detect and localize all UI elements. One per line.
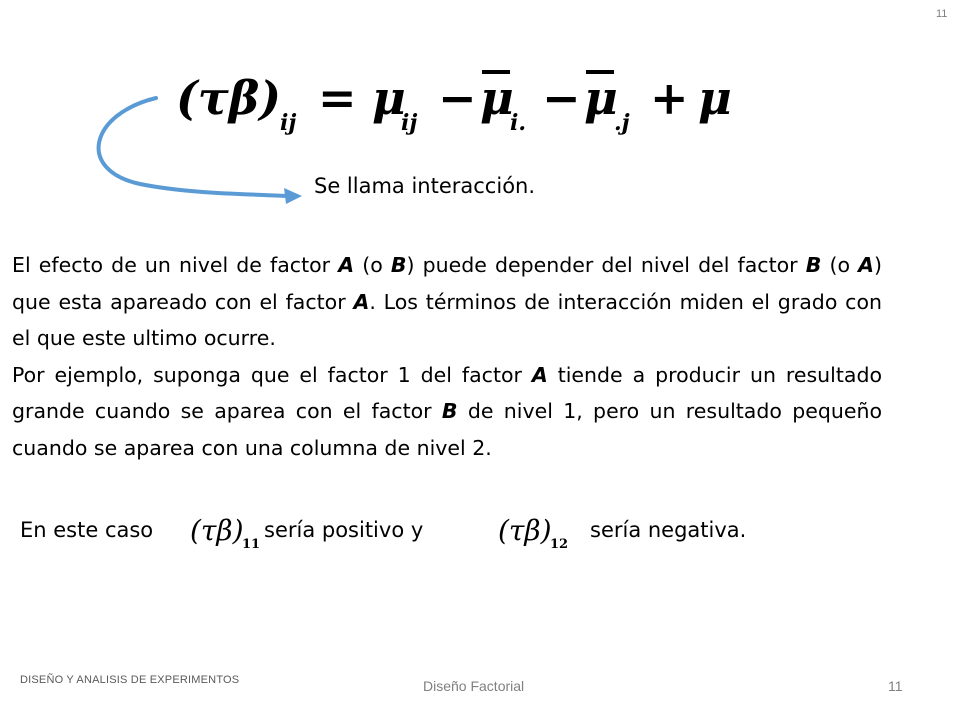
formula-term2-subscript: i. bbox=[510, 110, 527, 136]
slide-number-top: 11 bbox=[936, 8, 948, 20]
footer-page-number: 11 bbox=[888, 678, 903, 694]
formula-term3: μ bbox=[584, 71, 618, 125]
paragraph-1: El efecto de un nivel de factor A (o B) puede depender del nivel del factor B (o A) que esta apareado con el factor A. Los términos de interacción miden el grado con el que este ultimo ocurre. bbox=[12, 253, 882, 350]
formula-term1-subscript: ij bbox=[401, 110, 418, 136]
formula-term2: μ bbox=[480, 71, 514, 125]
formula-tau-beta-11 bbox=[190, 510, 262, 554]
formula-tau-beta-12 bbox=[498, 510, 570, 554]
curved-arrow-icon bbox=[80, 80, 320, 210]
formula-lhs-subscript: ij bbox=[280, 110, 297, 136]
explanation-text bbox=[12, 247, 882, 466]
formula-term3-subscript: .j bbox=[614, 110, 630, 136]
paragraph-2: Por ejemplo, suponga que el factor 1 del factor A tiende a producir un resultado grande cuando se aparea con el factor B de nivel 1, pero un resultado pequeño cuando se aparea con una columna de nivel 2. bbox=[12, 362, 883, 460]
footer-topic: Diseño Factorial bbox=[423, 678, 525, 694]
formula-minus2: − bbox=[542, 71, 581, 125]
svg-text:(τβ): (τβ) bbox=[498, 514, 552, 547]
svg-text:(τβ): (τβ) bbox=[190, 514, 244, 547]
closing-prefix: En este caso bbox=[20, 518, 154, 542]
interaction-caption: Se llama interacción. bbox=[314, 174, 536, 198]
svg-text:12: 12 bbox=[550, 537, 569, 552]
closing-middle: sería positivo y bbox=[264, 518, 424, 542]
closing-sentence bbox=[20, 514, 840, 558]
formula-minus1: − bbox=[438, 71, 477, 125]
formula-plus: + bbox=[650, 71, 689, 125]
formula-term1: μ bbox=[372, 71, 406, 125]
formula-term4: μ bbox=[698, 71, 732, 125]
closing-suffix: sería negativa. bbox=[590, 518, 747, 542]
formula-equals: = bbox=[318, 71, 357, 125]
footer-course-title: DISEÑO Y ANALISIS DE EXPERIMENTOS bbox=[20, 674, 240, 686]
svg-text:11: 11 bbox=[242, 537, 261, 552]
formula-lhs: (τβ) bbox=[176, 71, 282, 125]
